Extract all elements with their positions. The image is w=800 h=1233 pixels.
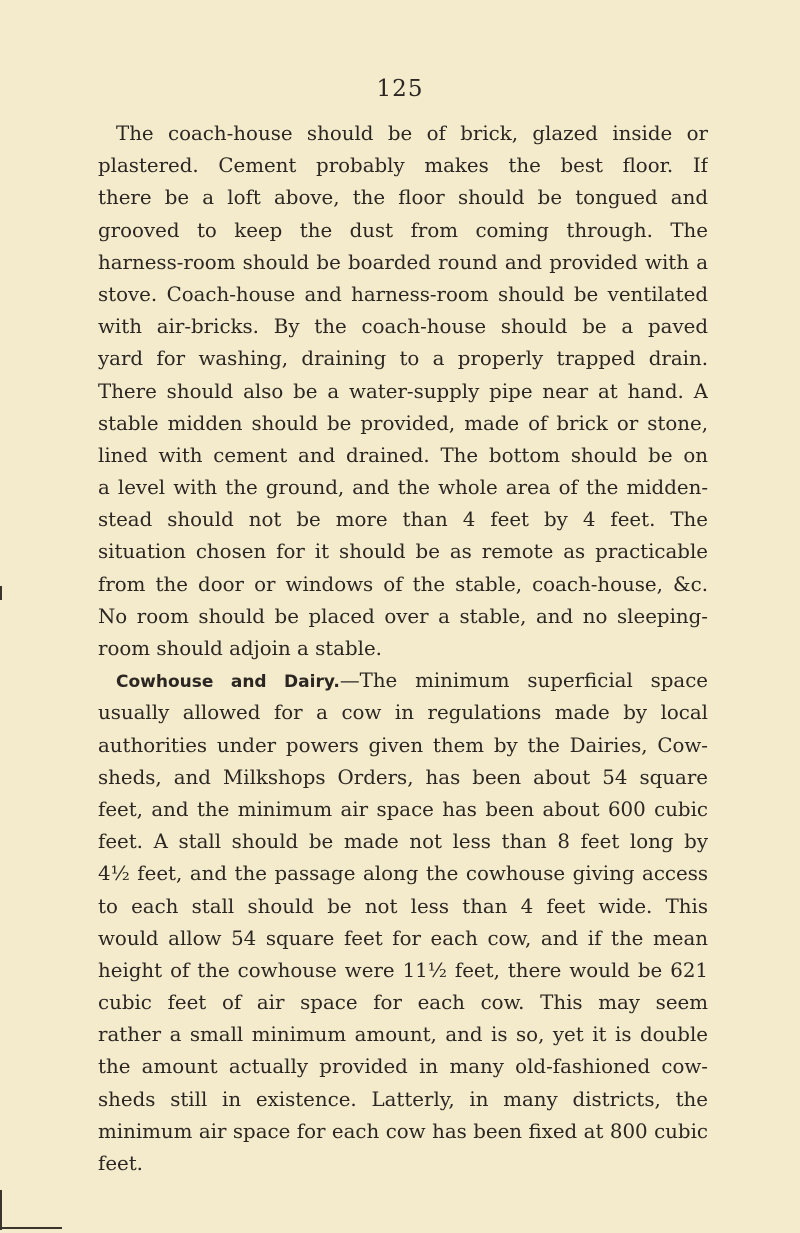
text-line: rather a small minimum amount, and is so, yet it is double	[98, 1023, 708, 1047]
text-line: authorities under powers given them by the Dairies, Cow-	[98, 733, 708, 757]
text-line: No room should be placed over a stable, and no sleeping-	[98, 604, 708, 628]
text-line: sheds, and Milkshops Orders, has been about 54 square	[98, 765, 708, 789]
text-line: stove. Coach-house and harness-room should be ventilated	[98, 282, 708, 306]
text-line: stable midden should be provided, made of brick or stone,	[98, 411, 708, 435]
page-edge-mark	[0, 586, 2, 600]
section-first-line	[98, 665, 708, 697]
text-line: There should also be a water-supply pipe near at hand. A	[98, 379, 708, 403]
text-line: The coach-house should be of brick, glazed inside or	[116, 122, 708, 145]
text-line: 4½ feet, and the passage along the cowhouse giving access	[98, 862, 708, 886]
text-line: yard for washing, draining to a properly trapped drain.	[98, 347, 708, 371]
text-line: cubic feet of air space for each cow. This may seem	[98, 991, 708, 1015]
text-line: room should adjoin a stable.	[98, 637, 382, 660]
text-line: grooved to keep the dust from coming through. The	[98, 218, 708, 242]
text-line: feet. A stall should be made not less than 8 feet long by	[98, 830, 708, 854]
text-line: there be a loft above, the floor should be tongued and	[98, 186, 708, 210]
text-line: to each stall should be not less than 4 feet wide. This	[98, 894, 708, 918]
text-line: plastered. Cement probably makes the best floor. If	[98, 154, 708, 178]
text-line: feet.	[98, 1152, 143, 1175]
text-line: from the door or windows of the stable, coach-house, &c.	[98, 572, 708, 596]
text-line: situation chosen for it should be as remote as practicable	[98, 540, 708, 564]
text-line: stead should not be more than 4 feet by 4 feet. The	[98, 508, 708, 532]
text-line: height of the cowhouse were 11½ feet, there would be 621	[98, 958, 708, 982]
text-line: sheds still in existence. Latterly, in many districts, the	[98, 1087, 708, 1111]
page-edge-mark	[0, 1190, 2, 1230]
text-line: harness-room should be boarded round and provided with a	[98, 250, 708, 274]
page-number: 125	[376, 76, 424, 102]
body-text	[98, 118, 708, 1180]
section-first-line-text: —The minimum superficial space	[339, 669, 708, 693]
text-line: lined with cement and drained. The bottom should be on	[98, 443, 708, 467]
text-line: would allow 54 square feet for each cow, and if the mean	[98, 926, 708, 950]
text-line: feet, and the minimum air space has been about 600 cubic	[98, 797, 708, 821]
text-line: a level with the ground, and the whole area of the midden-	[98, 476, 708, 500]
section-heading: Cowhouse and Dairy.	[116, 672, 340, 693]
page-edge-rule	[0, 1227, 62, 1229]
text-line: usually allowed for a cow in regulations made by local	[98, 701, 708, 725]
text-line: minimum air space for each cow has been fixed at 800 cubic	[98, 1119, 708, 1143]
text-line: with air-bricks. By the coach-house should be a paved	[98, 315, 708, 339]
text-line: the amount actually provided in many old-fashioned cow-	[98, 1055, 708, 1079]
